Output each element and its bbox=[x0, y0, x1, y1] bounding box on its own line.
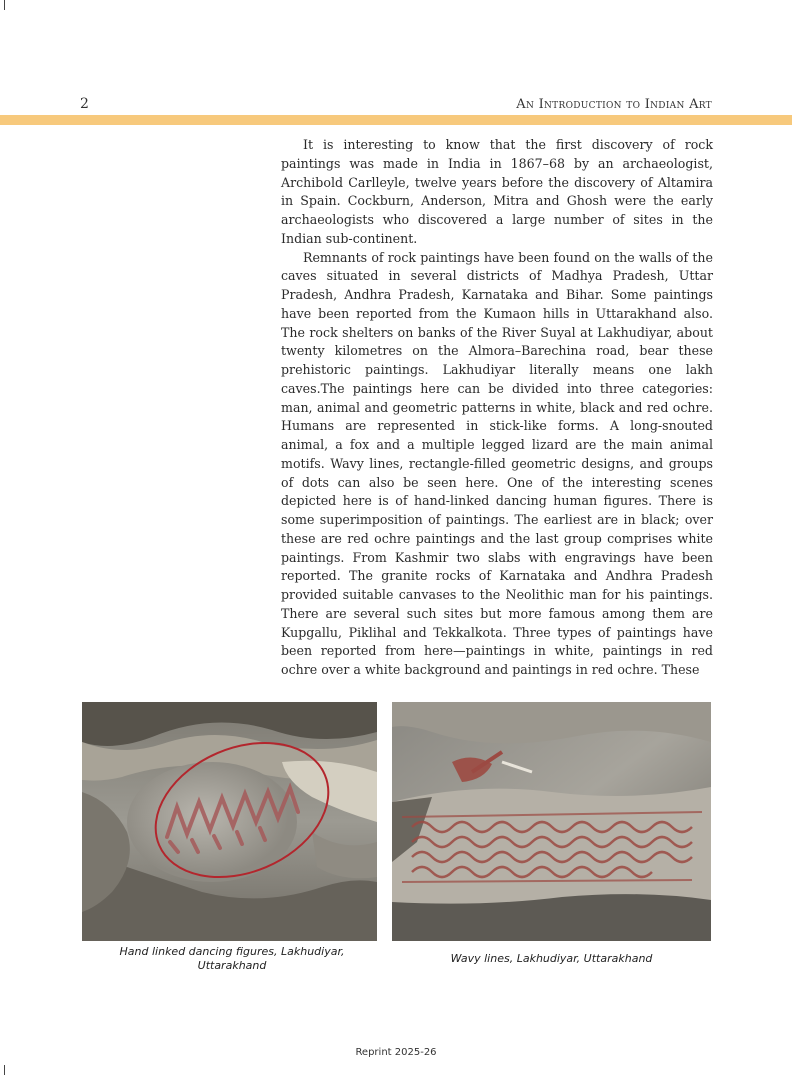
rock-painting-photo-wavy-lines bbox=[392, 702, 711, 941]
figure-caption-right: Wavy lines, Lakhudiyar, Uttarakhand bbox=[450, 952, 653, 965]
paragraph: It is interesting to know that the first discovery of rock paintings was made in India in 1867–68 by an archaeologist, Archibold Carlleyle, twelve years before the discovery of Altamira in Spain. Cockburn, Anderson, Mitra and Ghosh were the early archaeologists who discovered a large number of sites in the Indian sub-continent. bbox=[281, 137, 713, 246]
paragraph: Remnants of rock paintings have been found on the walls of the caves situated in several districts of Madhya Pradesh, Uttar Pradesh, Andhra Pradesh, Karnataka and Bihar. Some paintings have been reported from the Kumaon hills in Uttarakhand also. The rock shelters on banks of the River Suyal at Lakhudiyar, about twenty kilometres on the Almora–Barechina road, bear these prehistoric paintings. Lakhudiyar literally means one lakh caves.The paintings here can be divided into three categories: man, animal and geometric patterns in white, black and red ochre. Humans are represented in stick-like forms. A long-snouted animal, a fox and a multiple legged lizard are the main animal motifs. Wavy lines, rectangle-filled geometric designs, and groups of dots can also be seen here. One of the interesting scenes depicted here is of hand-linked dancing human figures. There is some superimposition of paintings. The earliest are in black; over these are red ochre paintings and the last group comprises white paintings. From Kashmir two slabs with engravings have been reported. The granite rocks of Karnataka and Andhra Pradesh provided suitable canvases to the Neolithic man for his paintings. There are several such sites but more famous among them are Kupgallu, Piklihal and Tekkalkota. Three types of paintings have been reported from here—paintings in white, paintings in red ochre over a white background and paintings in red ochre. These bbox=[281, 249, 713, 677]
page-number: 2 bbox=[80, 96, 89, 112]
body-text bbox=[281, 136, 713, 680]
crop-mark-top bbox=[4, 0, 5, 10]
rock-painting-photo-dancing-figures bbox=[82, 702, 377, 941]
reprint-footer: Reprint 2025-26 bbox=[355, 1047, 437, 1058]
running-title: An Introduction to Indian Art bbox=[516, 97, 712, 112]
crop-mark-bottom bbox=[4, 1065, 5, 1075]
caption-line: Uttarakhand bbox=[197, 959, 267, 972]
header-band bbox=[0, 115, 792, 125]
figure-caption-left bbox=[96, 945, 368, 973]
caption-line: Hand linked dancing figures, Lakhudiyar, bbox=[119, 945, 345, 958]
